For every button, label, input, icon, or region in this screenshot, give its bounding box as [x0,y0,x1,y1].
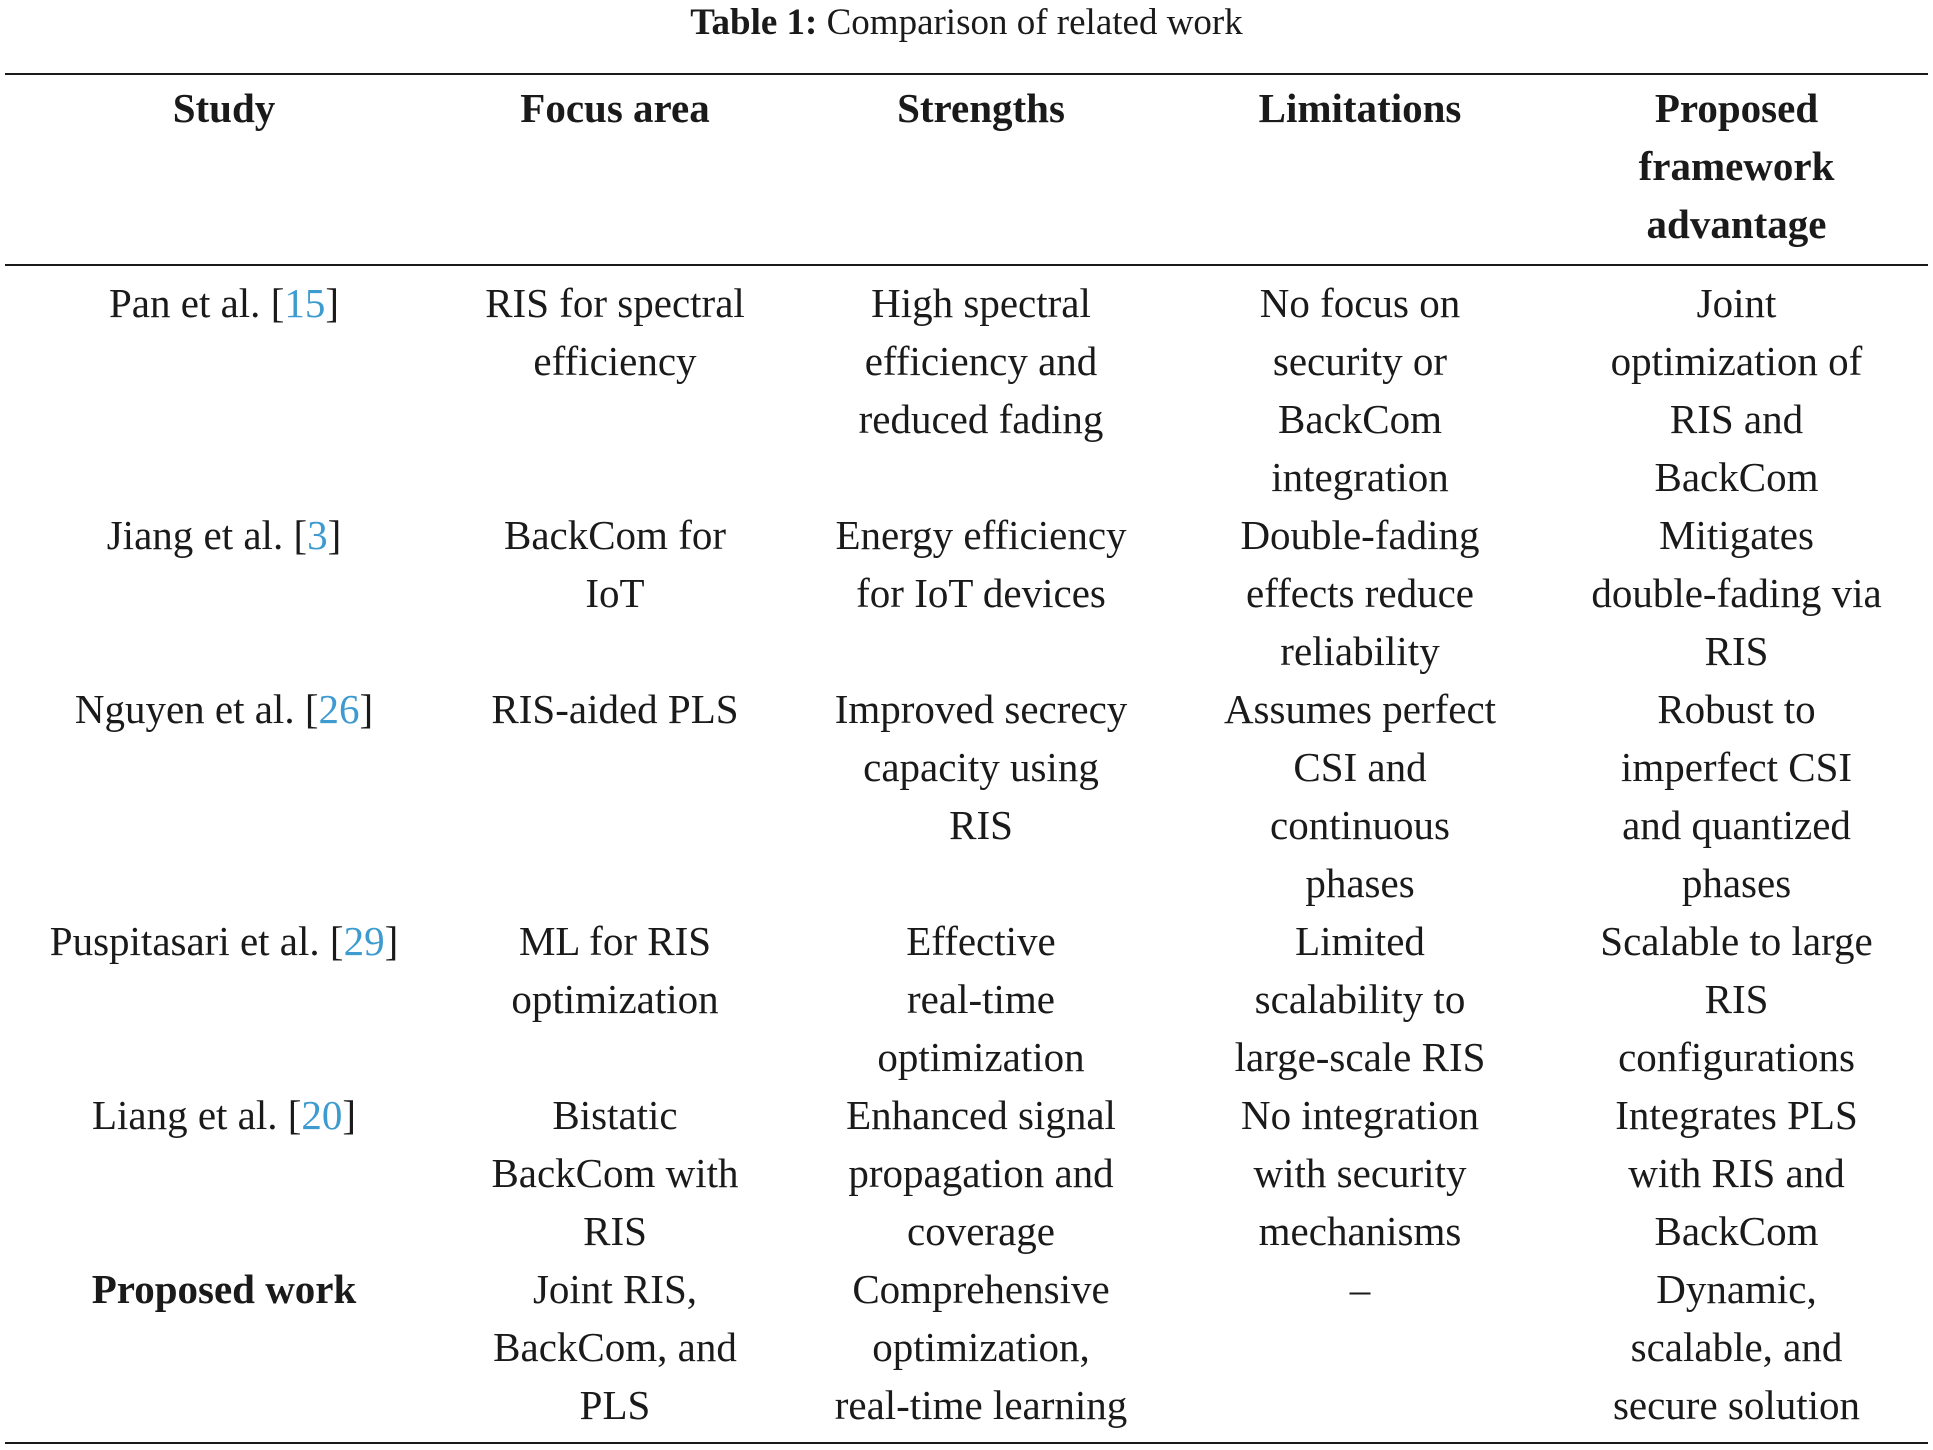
cell-line: imperfect CSI [1620,744,1853,790]
cell-study: Pan et al. [15] [109,280,339,326]
reference-link[interactable]: 15 [284,280,326,326]
cell-line: propagation and [848,1150,1114,1196]
cell-focus-area [443,1086,787,1260]
cell-line: security or [1272,338,1448,384]
cell-line: reliability [1280,628,1440,674]
cell-line: real-time [907,976,1055,1022]
cell-line: BackCom [1654,454,1819,500]
header-row [5,79,1928,264]
cell-study: Liang et al. [20] [91,1092,357,1138]
related-work-table [5,79,1928,1434]
study-name: Proposed work [91,1266,357,1312]
cell-strengths [787,680,1175,912]
cell-line: with security [1253,1150,1467,1196]
cell-line: Improved secrecy [834,686,1128,732]
cell-line: RIS [1704,976,1769,1022]
cell-line: phases [1305,860,1415,906]
study-name: Nguyen et al. [74,686,305,732]
table-row [5,680,1928,912]
cell-line: Double-fading [1240,512,1480,558]
cell-line: ML for RIS [518,918,712,964]
cell-line: double-fading via [1591,570,1882,616]
cell-proposed-advantage [1545,264,1928,506]
cell-focus-area [443,506,787,680]
cell-line: BackCom [1654,1208,1819,1254]
cell-line: RIS for spectral [485,280,745,326]
table-row [5,1260,1928,1434]
cell-line: – [1349,1266,1371,1312]
reference-link[interactable]: 3 [307,512,328,558]
cell-line: BackCom with [491,1150,739,1196]
cell-line: mechanisms [1258,1208,1462,1254]
reference-link[interactable]: 20 [301,1092,343,1138]
cell-limitations [1175,506,1545,680]
cell-line: optimization [511,976,719,1022]
reference-link[interactable]: 26 [318,686,360,732]
cell-line: High spectral [871,280,1091,326]
study-name: Puspitasari et al. [49,918,330,964]
cell-line: RIS-aided PLS [491,686,739,732]
header-proposed-advantage [1545,79,1928,264]
cell-limitations [1175,680,1545,912]
cell-study [5,1260,443,1434]
cell-line: optimization, [872,1324,1090,1370]
cell-line: No integration [1241,1092,1479,1138]
cell-line: Joint [1696,280,1777,326]
cell-line: efficiency and [864,338,1098,384]
cell-focus-area [443,1260,787,1434]
header-focus-area: Focus area [520,85,710,131]
cell-line: for IoT devices [856,570,1106,616]
cell-line: Enhanced signal [846,1092,1116,1138]
cell-line: with RIS and [1628,1150,1845,1196]
cell-line: BackCom, and [493,1324,737,1370]
cell-line: Energy efficiency [835,512,1127,558]
cell-limitations [1175,912,1545,1086]
cell-line: Dynamic, [1656,1266,1817,1312]
cell-strengths [787,912,1175,1086]
cell-proposed-advantage [1545,680,1928,912]
cell-strengths [787,506,1175,680]
cell-line: scalability to [1254,976,1466,1022]
header-limitations: Limitations [1258,85,1462,131]
cell-line: Bistatic [552,1092,678,1138]
header-advantage-line: framework [1638,143,1835,189]
cell-line: reduced fading [858,396,1104,442]
table-body [5,264,1928,1434]
cell-line: Joint RIS, [532,1266,698,1312]
study-name: Pan et al. [109,280,271,326]
cell-limitations [1175,1260,1545,1434]
cell-limitations [1175,264,1545,506]
cell-line: coverage [907,1208,1055,1254]
cell-line: Scalable to large [1600,918,1873,964]
cell-line: IoT [585,570,645,616]
table-header [5,79,1928,264]
cell-line: PLS [579,1382,651,1428]
header-study: Study [172,85,276,131]
cell-proposed-advantage [1545,506,1928,680]
cell-focus-area [443,680,787,912]
cell-study: Jiang et al. [3] [106,512,342,558]
cell-line: BackCom [1278,396,1442,442]
cell-line: CSI and [1293,744,1427,790]
cell-line: Effective [906,918,1056,964]
table-top-rule [5,73,1928,75]
reference-link[interactable]: 29 [343,918,385,964]
cell-line: Mitigates [1659,512,1814,558]
cell-line: efficiency [533,338,697,384]
cell-proposed-advantage [1545,1086,1928,1260]
cell-line: RIS and [1669,396,1804,442]
header-advantage-line: Proposed [1654,85,1819,131]
cell-focus-area [443,264,787,506]
cell-line: Robust to [1657,686,1816,732]
cell-limitations [1175,1086,1545,1260]
cell-line: Integrates PLS [1615,1092,1858,1138]
cell-line: optimization [877,1034,1085,1080]
table-caption [0,0,1933,46]
cell-line: Comprehensive [852,1266,1110,1312]
cell-line: scalable, and [1630,1324,1843,1370]
cell-line: effects reduce [1245,570,1474,616]
cell-line: phases [1681,860,1792,906]
cell-study: Puspitasari et al. [29] [49,918,399,964]
cell-line: and quantized [1622,802,1851,848]
cell-strengths [787,264,1175,506]
study-name: Jiang et al. [106,512,294,558]
cell-line: capacity using [863,744,1099,790]
table-row [5,264,1928,506]
cell-study: Nguyen et al. [26] [74,686,374,732]
cell-line: RIS [583,1208,647,1254]
cell-line: RIS [1704,628,1769,674]
cell-line: secure solution [1612,1382,1861,1428]
cell-strengths [787,1086,1175,1260]
cell-line: integration [1271,454,1449,500]
cell-line: configurations [1618,1034,1855,1080]
table-bottom-rule [5,1442,1928,1444]
cell-line: Assumes perfect [1223,686,1497,732]
table-row [5,1086,1928,1260]
cell-focus-area [443,912,787,1086]
table-row [5,506,1928,680]
cell-line: real-time learning [834,1382,1128,1428]
cell-line: large-scale RIS [1234,1034,1486,1080]
table-caption-label: Table 1: [690,2,818,43]
cell-line: No focus on [1259,280,1461,326]
cell-line: BackCom for [503,512,727,558]
cell-line: optimization of [1610,338,1863,384]
cell-proposed-advantage [1545,1260,1928,1434]
table-caption-text: Comparison of related work [817,2,1243,43]
study-name: Liang et al. [91,1092,288,1138]
cell-line: continuous [1270,802,1450,848]
table-row [5,912,1928,1086]
header-strengths: Strengths [897,85,1065,131]
cell-strengths [787,1260,1175,1434]
cell-line: RIS [949,802,1013,848]
cell-line: Limited [1295,918,1425,964]
header-advantage-line: advantage [1646,201,1827,247]
cell-proposed-advantage [1545,912,1928,1086]
